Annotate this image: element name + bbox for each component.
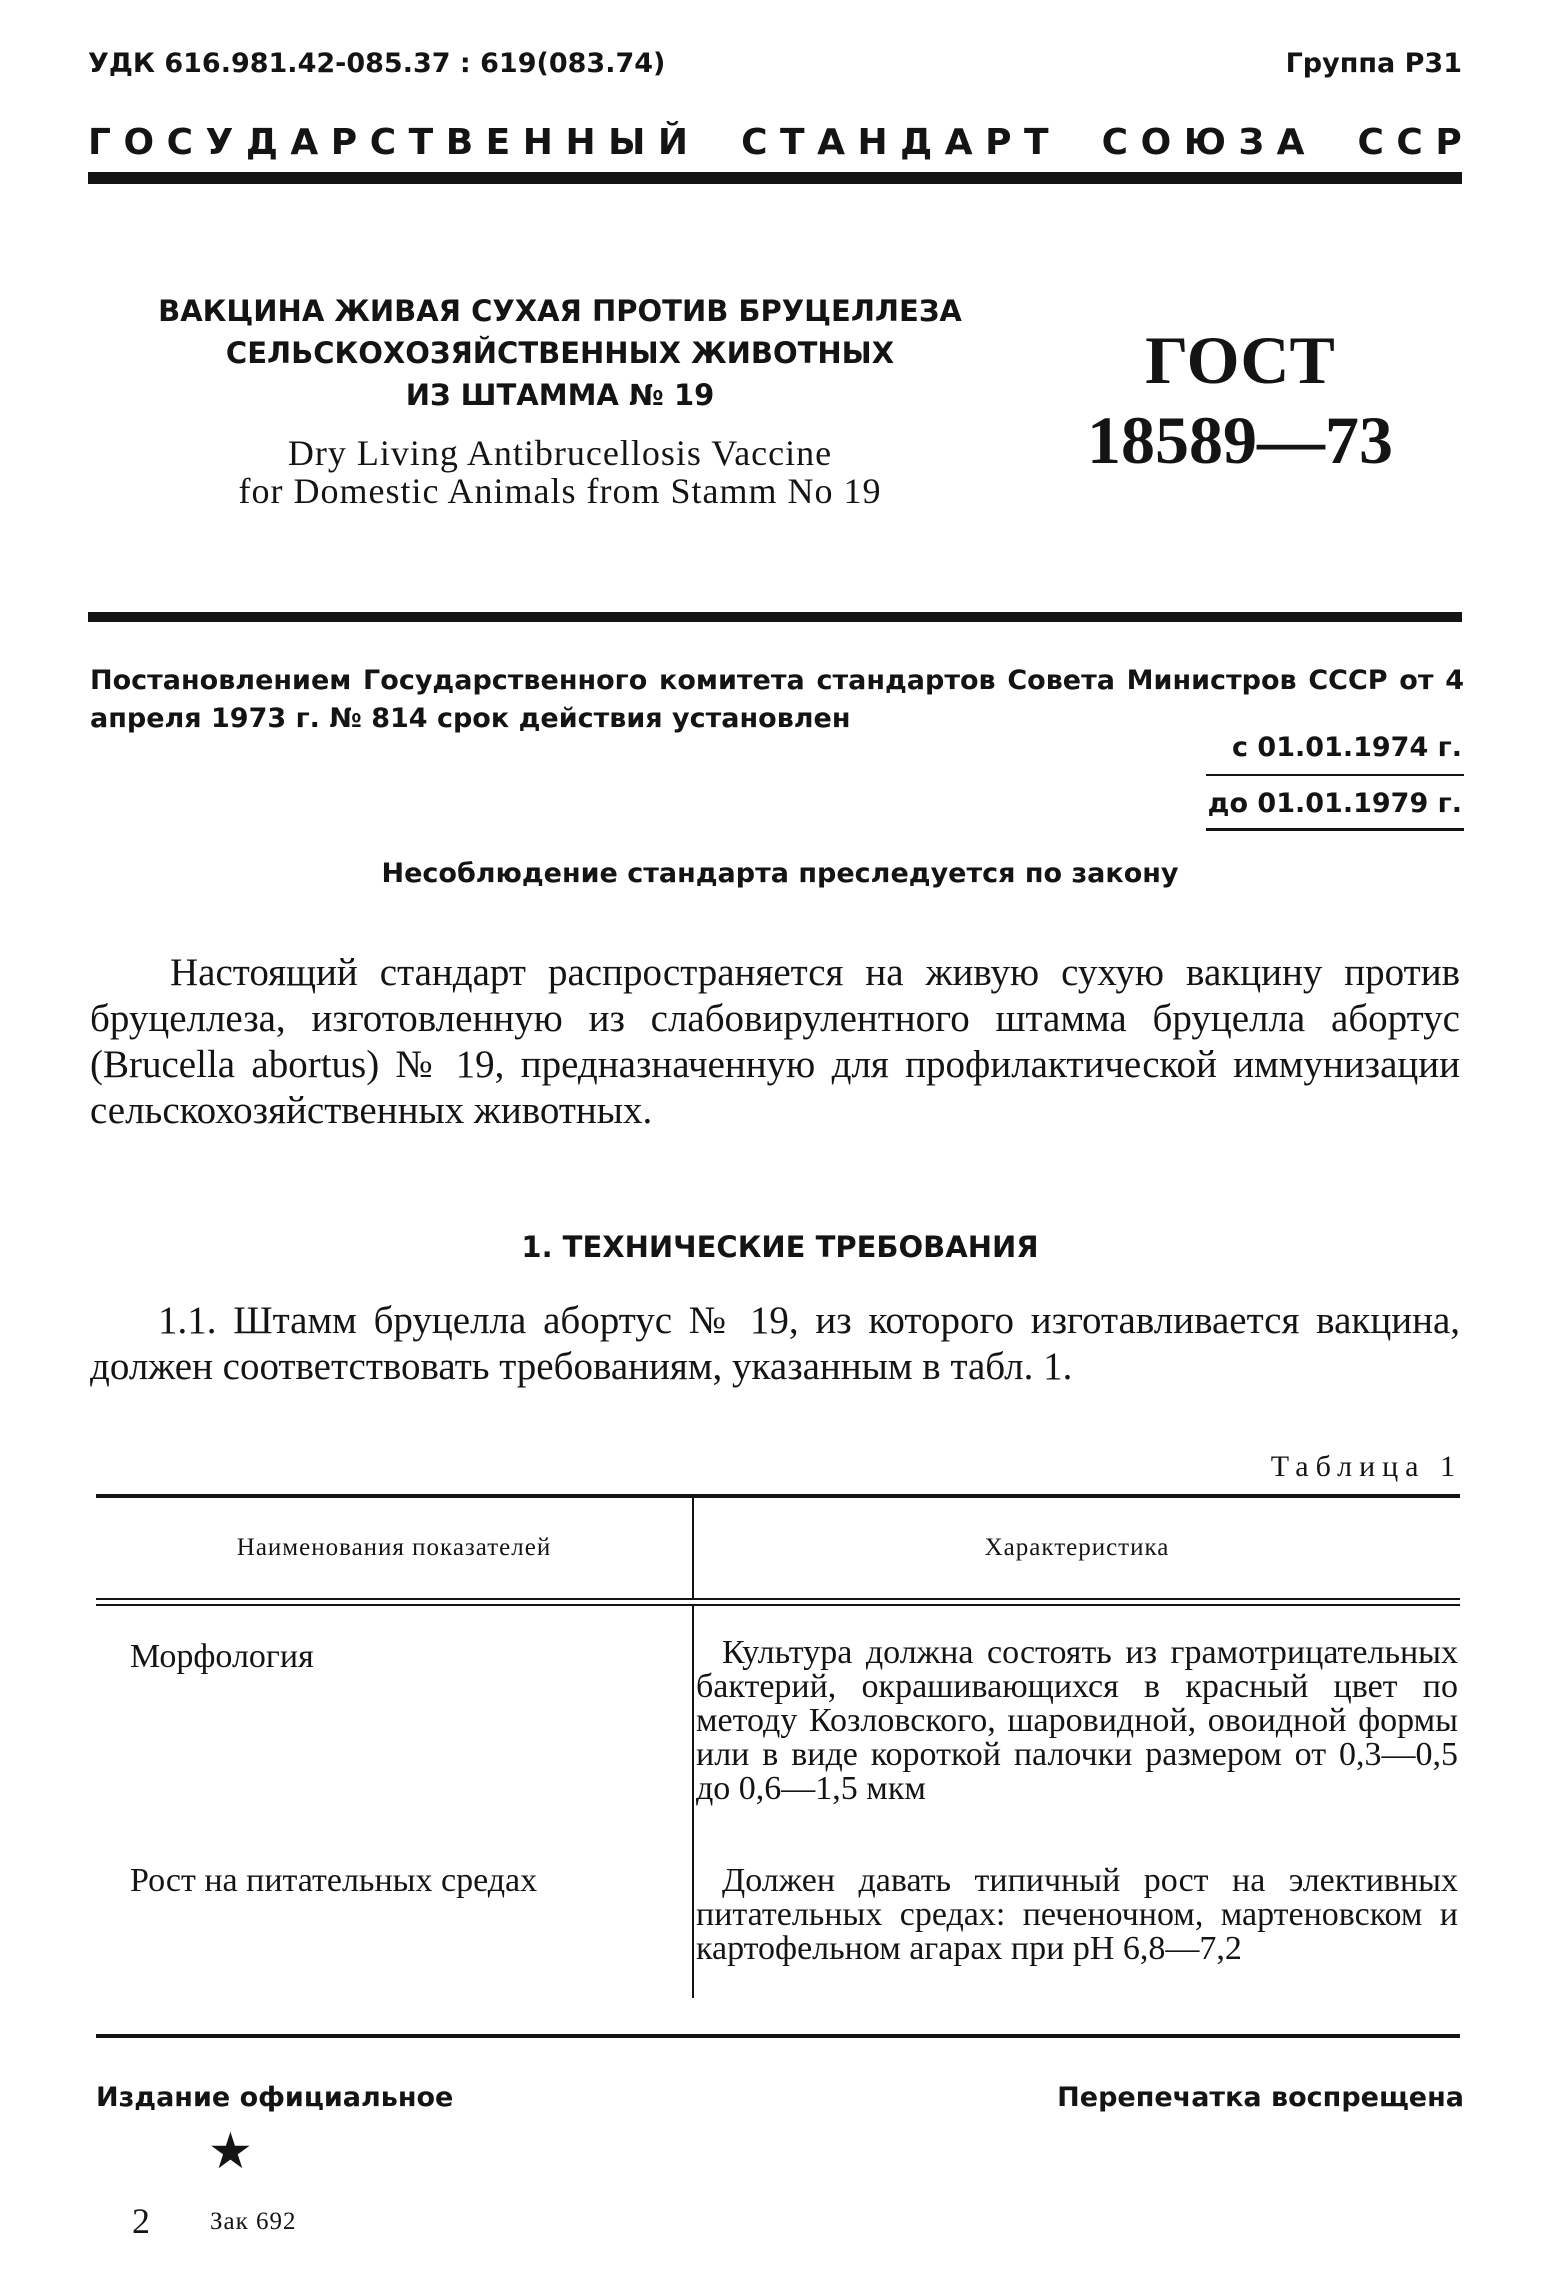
- state-standard-letter: С: [1357, 122, 1384, 163]
- table-row-value: Культура должна состоять из грамотрицательных бактерий, окрашивающихся в красный цвет по методу Козловского, шаровидной, овоидной формы или в виде короткой палочки размером от 0,3—0,5 до 0,6—1,5 мкм: [696, 1634, 1458, 1807]
- title-russian: [130, 290, 990, 416]
- title-ru-line: СЕЛЬСКОХОЗЯЙСТВЕННЫХ ЖИВОТНЫХ: [225, 336, 895, 370]
- date-from-rule: [1206, 774, 1464, 776]
- section-heading: 1. ТЕХНИЧЕСКИЕ ТРЕБОВАНИЯ: [521, 1230, 1039, 1264]
- state-standard-letter: Д: [900, 122, 933, 163]
- state-standard-letter: В: [445, 122, 474, 163]
- reprint-prohibited: Перепечатка воспрещена: [1057, 2082, 1464, 2113]
- state-standard-letter: Р: [330, 122, 358, 163]
- effective-date-to: до 01.01.1979 г.: [1207, 788, 1462, 819]
- table-row-value: Должен давать типичный рост на элективных питательных средах: печеночном, мартеновском и картофельном агарах при рН 6,8—7,2: [696, 1862, 1458, 1967]
- state-standard-letter: Д: [245, 122, 278, 163]
- state-standard-letter: О: [1140, 122, 1172, 163]
- word-gap: [701, 122, 729, 163]
- state-standard-letter: А: [290, 122, 319, 163]
- table-bottom-rule: [96, 2034, 1460, 2038]
- table-header-name: Наименования показателей: [236, 1534, 552, 1561]
- state-standard-letter: У: [205, 122, 234, 163]
- legal-notice: Несоблюдение стандарта преследуется по закону: [381, 858, 1179, 889]
- page-number: 2: [132, 2201, 150, 2241]
- table-1: [96, 1494, 1460, 2042]
- state-standard-letter: С: [1101, 122, 1129, 163]
- state-standard-letter: Н: [857, 122, 888, 163]
- title-ru-line: ВАКЦИНА ЖИВАЯ СУХАЯ ПРОТИВ БРУЦЕЛЛЕЗА: [158, 294, 962, 328]
- table-label: Таблица 1: [1270, 1450, 1462, 1483]
- state-standard-heading: [88, 122, 1462, 163]
- state-standard-letter: Г: [88, 122, 111, 163]
- state-standard-letter: А: [817, 122, 845, 163]
- effective-date-from: с 01.01.1974 г.: [1232, 732, 1462, 763]
- state-standard-letter: С: [1396, 122, 1423, 163]
- state-standard-letter: С: [741, 122, 768, 163]
- table-header-rule: [96, 1598, 1460, 1600]
- table-body-divider: [692, 1606, 694, 1998]
- order-number: Зак 692: [210, 2208, 297, 2235]
- clause-1-1: 1.1. Штамм бруцелла абортус № 19, из которого изготавливается вакцина, должен соответствовать требованиям, указанным в табл. 1.: [90, 1299, 1460, 1388]
- state-standard-letter: З: [1238, 122, 1265, 163]
- state-standard-letter: Н: [565, 122, 596, 163]
- table-row-name: Морфология: [130, 1638, 314, 1675]
- word-gap: [1317, 122, 1345, 163]
- state-standard-letter: Р: [985, 122, 1012, 163]
- date-to-rule: [1206, 828, 1464, 831]
- title-en-line: for Domestic Animals from Stamm No 19: [238, 471, 882, 511]
- title-ru-line: ИЗ ШТАММА № 19: [405, 378, 715, 412]
- word-gap: [1061, 122, 1089, 163]
- title-rule: [88, 612, 1462, 622]
- udk-code: УДК 616.981.42-085.37 : 619(083.74): [88, 48, 666, 79]
- state-standard-letter: Н: [522, 122, 553, 163]
- title-en-line: Dry Living Antibrucellosis Vaccine: [287, 433, 833, 473]
- table-top-rule: [96, 1494, 1460, 1498]
- state-standard-letter: С: [369, 122, 397, 163]
- state-standard-letter: С: [166, 122, 194, 163]
- table-header-rule: [96, 1604, 1460, 1606]
- table-header-value: Характеристика: [984, 1534, 1170, 1561]
- gost-number: 18589—73: [1087, 402, 1393, 478]
- header-rule: [88, 172, 1462, 184]
- state-standard-letter: Ю: [1183, 122, 1226, 163]
- state-standard-letter: Р: [1435, 122, 1462, 163]
- state-standard-letter: А: [944, 122, 973, 163]
- state-standard-letter: Й: [657, 122, 689, 163]
- gost-label: ГОСТ: [1145, 322, 1335, 398]
- official-edition: Издание официальное: [96, 2082, 454, 2113]
- state-standard-letter: Е: [485, 122, 511, 163]
- state-standard-letter: О: [123, 122, 155, 163]
- group-code: Группа Р31: [1285, 48, 1462, 79]
- state-standard-letter: Т: [780, 122, 805, 163]
- state-standard-letter: А: [1276, 122, 1305, 163]
- table-row-name: Рост на питательных средах: [130, 1862, 538, 1899]
- title-english: [160, 434, 960, 510]
- star-icon: ★: [208, 2123, 253, 2179]
- state-standard-letter: Ы: [608, 122, 646, 163]
- decree-text: Постановлением Государственного комитета стандартов Совета Министров СССР от 4 апреля 1973 г. № 814 срок действия установлен: [90, 665, 1464, 734]
- state-standard-letter: Т: [1024, 122, 1049, 163]
- intro-paragraph: Настоящий стандарт распространяется на живую сухую вакцину против бруцеллеза, изготовленную из слабовирулентного штамма бруцелла абортус (Brucella abortus) № 19, предназначенную для профилактической иммунизации сельскохозяйственных животных.: [90, 951, 1460, 1132]
- state-standard-letter: Т: [408, 122, 434, 163]
